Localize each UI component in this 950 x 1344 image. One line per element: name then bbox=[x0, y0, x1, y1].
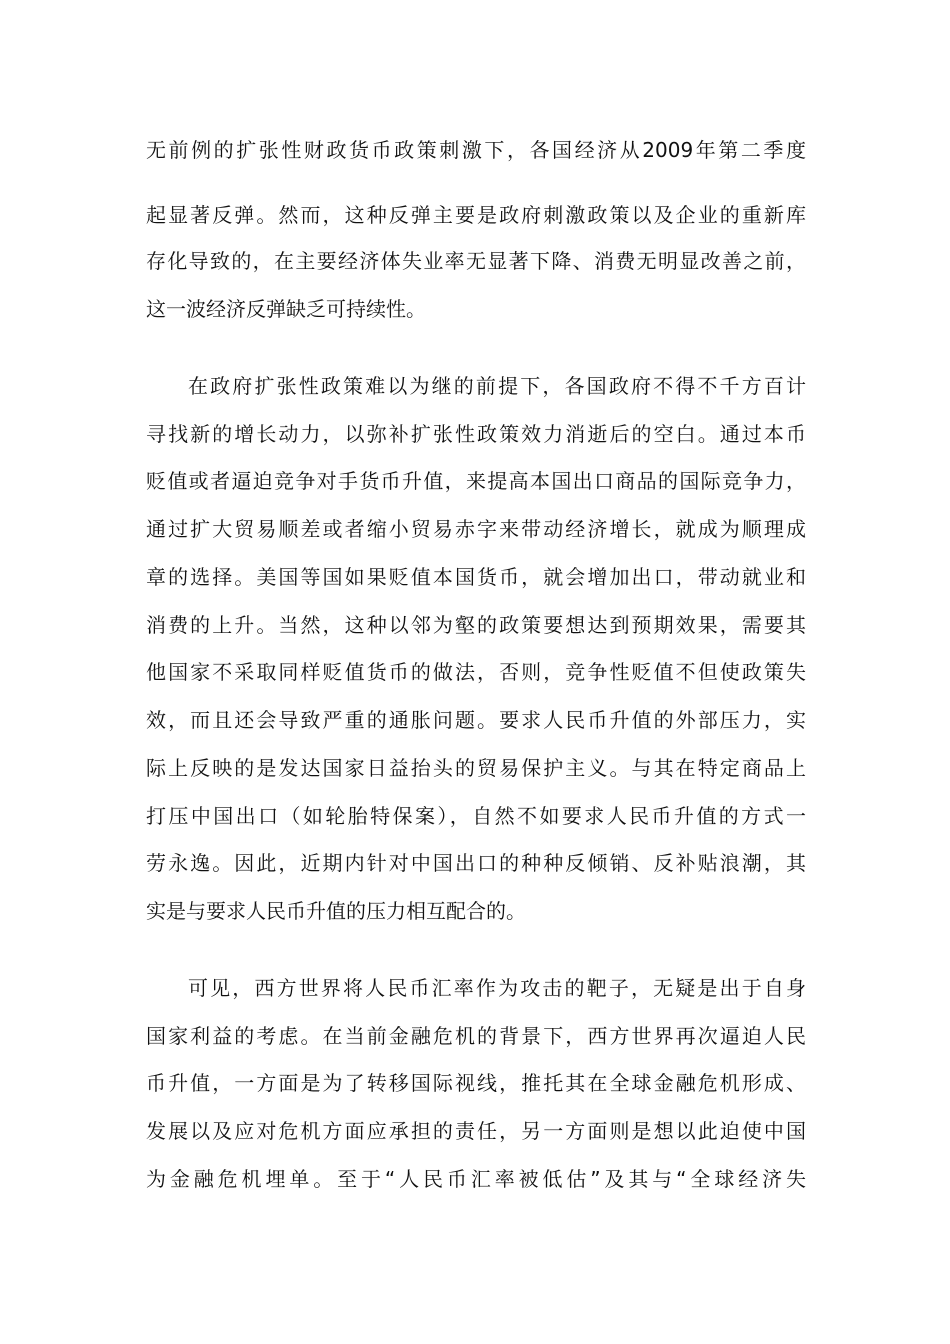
text-line: 他国家不采取同样贬值货币的做法，否则，竞争性贬值不但使政策失 bbox=[146, 660, 806, 684]
text-line: 币升值，一方面是为了转移国际视线，推托其在全球金融危机形成、 bbox=[146, 1071, 806, 1095]
text-line: 劳永逸。因此，近期内针对中国出口的种种反倾销、反补贴浪潮，其 bbox=[146, 851, 806, 875]
text-line: 起显著反弹。然而，这种反弹主要是政府刺激政策以及企业的重新库 bbox=[146, 203, 806, 227]
text-line: 消费的上升。当然，这种以邻为壑的政策要想达到预期效果，需要其 bbox=[146, 613, 806, 637]
text-line: 可见，西方世界将人民币汇率作为攻击的靶子，无疑是出于自身 bbox=[188, 976, 806, 1000]
text-line: 存化导致的，在主要经济体失业率无显著下降、消费无明显改善之前， bbox=[146, 249, 806, 273]
text-line: 在政府扩张性政策难以为继的前提下，各国政府不得不千方百计 bbox=[188, 374, 806, 398]
text-line: 发展以及应对危机方面应承担的责任，另一方面则是想以此迫使中国 bbox=[146, 1119, 806, 1143]
text-line: 贬值或者逼迫竞争对手货币升值，来提高本国出口商品的国际竞争力， bbox=[146, 469, 806, 493]
text-line: 国家利益的考虑。在当前金融危机的背景下，西方世界再次逼迫人民 bbox=[146, 1024, 806, 1048]
text-line: 这一波经济反弹缺乏可持续性。 bbox=[146, 297, 426, 321]
text-line: 通过扩大贸易顺差或者缩小贸易赤字来带动经济增长，就成为顺理成 bbox=[146, 517, 806, 541]
text-line: 无前例的扩张性财政货币政策刺激下，各国经济从2009年第二季度 bbox=[146, 138, 806, 162]
text-line: 寻找新的增长动力，以弥补扩张性政策效力消逝后的空白。通过本币 bbox=[146, 422, 806, 446]
text-line: 为金融危机埋单。至于“人民币汇率被低估”及其与“全球经济失 bbox=[146, 1167, 806, 1191]
text-line: 效，而且还会导致严重的通胀问题。要求人民币升值的外部压力，实 bbox=[146, 708, 806, 732]
text-line: 际上反映的是发达国家日益抬头的贸易保护主义。与其在特定商品上 bbox=[146, 756, 806, 780]
text-line: 打压中国出口（如轮胎特保案），自然不如要求人民币升值的方式一 bbox=[146, 804, 806, 828]
text-line: 实是与要求人民币升值的压力相互配合的。 bbox=[146, 899, 526, 923]
text-line: 章的选择。美国等国如果贬值本国货币，就会增加出口，带动就业和 bbox=[146, 565, 806, 589]
